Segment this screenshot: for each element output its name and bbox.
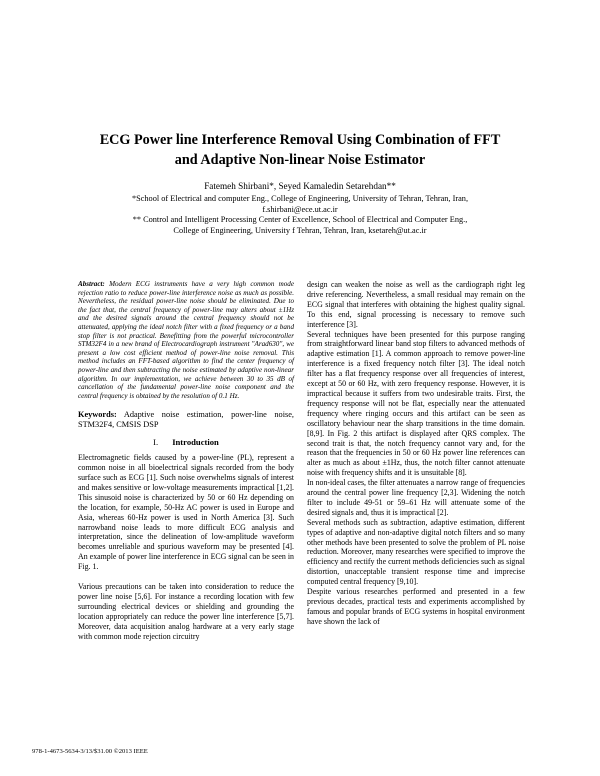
affiliation-1-line-1: *School of Electrical and computer Eng., College of Engineering, University of Tehran, Tehran, Iran, [131,194,469,203]
affiliation-1-email: f.shirbani@ece.ut.ac.ir [262,204,338,214]
title-line-2: and Adaptive Non-linear Noise Estimator [174,152,426,168]
affiliation-2-line-1: ** Control and Intelligent Processing Center of Excellence, School of Electrical and Computer Eng., [132,215,468,224]
affiliation-1 [60,194,540,215]
author-list: Fatemeh Shirbani*, Seyed Kamaledin Setarehdan** [204,181,396,191]
abstract-label: Abstract: [78,280,105,288]
intro-paragraph-2: Various precautions can be taken into consideration to reduce the power line noise [5,6]. For instance a recording location with few surrounding electrical devices or shielding and grounding the location appropriately can reduce the power line interference [5,7]. Moreover, data acquisition analog hardware at a very early stage with common mode rejection circuitry [78,582,294,641]
body-paragraph-7: Despite various researches performed and presented in a few previous decades, practical tests and experiments accomplished by famous and popular brands of ECG systems in hospital environment have shown the lack of [307,587,525,626]
left-column [78,280,294,642]
keywords-label: Keywords: [78,410,117,420]
title-line-1: ECG Power line Interference Removal Using Combination of FFT [99,132,501,148]
section-number: I. [153,437,159,448]
right-column [307,280,525,627]
abstract [78,280,294,400]
section-heading-introduction [78,438,294,448]
paper-title [60,130,540,170]
body-paragraph-5: In non-ideal cases, the filter attenuates a narrow range of frequencies around the central power line frequency [2,3]. Widening the notch filter to include 49-51 or 59–61 Hz will attenuate some of the desired signals and, thus it is impractical [2]. [307,478,525,517]
abstract-text: Modern ECG instruments have a very high common mode rejection ratio to reduce power-line interference noise as much as possible. Nevertheless, the residual power-line noise should be eliminated. Due to the fact that, the central frequency of power-line may alters about ±1Hz and the desired signals around the central frequency should not be attenuated, applying the ideal notch filter with a fixed frequency or a band stop filter is not practical. Benefitting from the powerful microcontroller STM32F4 in a new brand of Electrocardiograph instrument "Arad630", we present a low cost efficient method of power-line noise removal. This method includes an FFT-based algorithm to find the center frequency of power-line and then subtracting the noise estimated by adaptive non-linear algorithm. In our implementation, we achieve between 30 to 35 dB of cancellation of the fundamental power-line noise component and the central frequency is obtained by the resolution of 0.1 Hz. [78,280,294,400]
affiliation-2 [60,215,540,236]
section-title: Introduction [172,437,219,448]
body-paragraph-3: design can weaken the noise as well as the cardiograph right leg drive referencing. Nevertheless, a small residual may remain on the ECG signal that interferes with obtaining the highest quality signal. To this end, signal processing is necessary to remove such interference [3]. [307,280,525,329]
affiliation-2-line-2: College of Engineering, University f Tehran, Tehran, Iran, ksetareh@ut.ac.ir [173,225,427,235]
copyright-footer: 978-1-4673-5634-3/13/$31.00 ©2013 IEEE [32,748,148,755]
body-paragraph-4: Several techniques have been presented for this purpose ranging from straightforward linear band stop filters to advanced methods of adaptive estimation [1]. A common approach to remove power-line interference is a fixed frequency notch filter [3]. The ideal notch filter has a flat frequency response over all frequencies of interest, except at 50 or 60 Hz, with zero frequency response. However, it is impractical because it suffers from two undesirable traits. First, the frequency response will not be flat, especially near the attenuated frequency where ringing occurs and this artifact can be seen as oscillatory behaviour near the sharp transitions in the time domain. [8,9]. In Fig. 2 this artifact is displayed after QRS complex. The second trait is that, the notch frequency cannot vary and, for the reason that the frequencies in 50 or 60 Hz power line references can alter as much as about ±1Hz, thus, the notch filter cannot attenuate noise with frequency shifts and it is unsuitable [8]. [307,329,525,478]
body-paragraph-6: Several methods such as subtraction, adaptive estimation, different types of adaptive and non-adaptive digital notch filters and so many other methods have been presented to solve the problem of PL noise reduction. Moreover, many researches were specified to improve the efficiency and rectify the current methods deficiencies such as signal distortion, unacceptable transient response time and imprecise computed central frequency [9,10]. [307,517,525,587]
intro-paragraph-1: Electromagnetic fields caused by a power-line (PL), represent a common noise in all bioelectrical signals recorded from the body surface such as ECG [1]. Such noise overwhelms signals of interest and makes sensitive or low-voltage measurements impractical [1,2]. This sinusoid noise is characterized by 50 or 60 Hz depending on the location, for example, 50-Hz AC power is used in Europe and Asia, whereas 60-Hz power is used in North America [3]. Such narrowband noise leads to more difficult ECG analysis and interpretation, since the delineation of low-amplitude waveform becomes unreliable and spurious waveform may be presented [4]. An example of power line interference in ECG signal can be seen in Fig. 1. [78,453,294,572]
keywords [78,410,294,430]
keywords-text: Adaptive noise estimation, power-line noise, STM32F4, CMSIS DSP [78,410,294,430]
